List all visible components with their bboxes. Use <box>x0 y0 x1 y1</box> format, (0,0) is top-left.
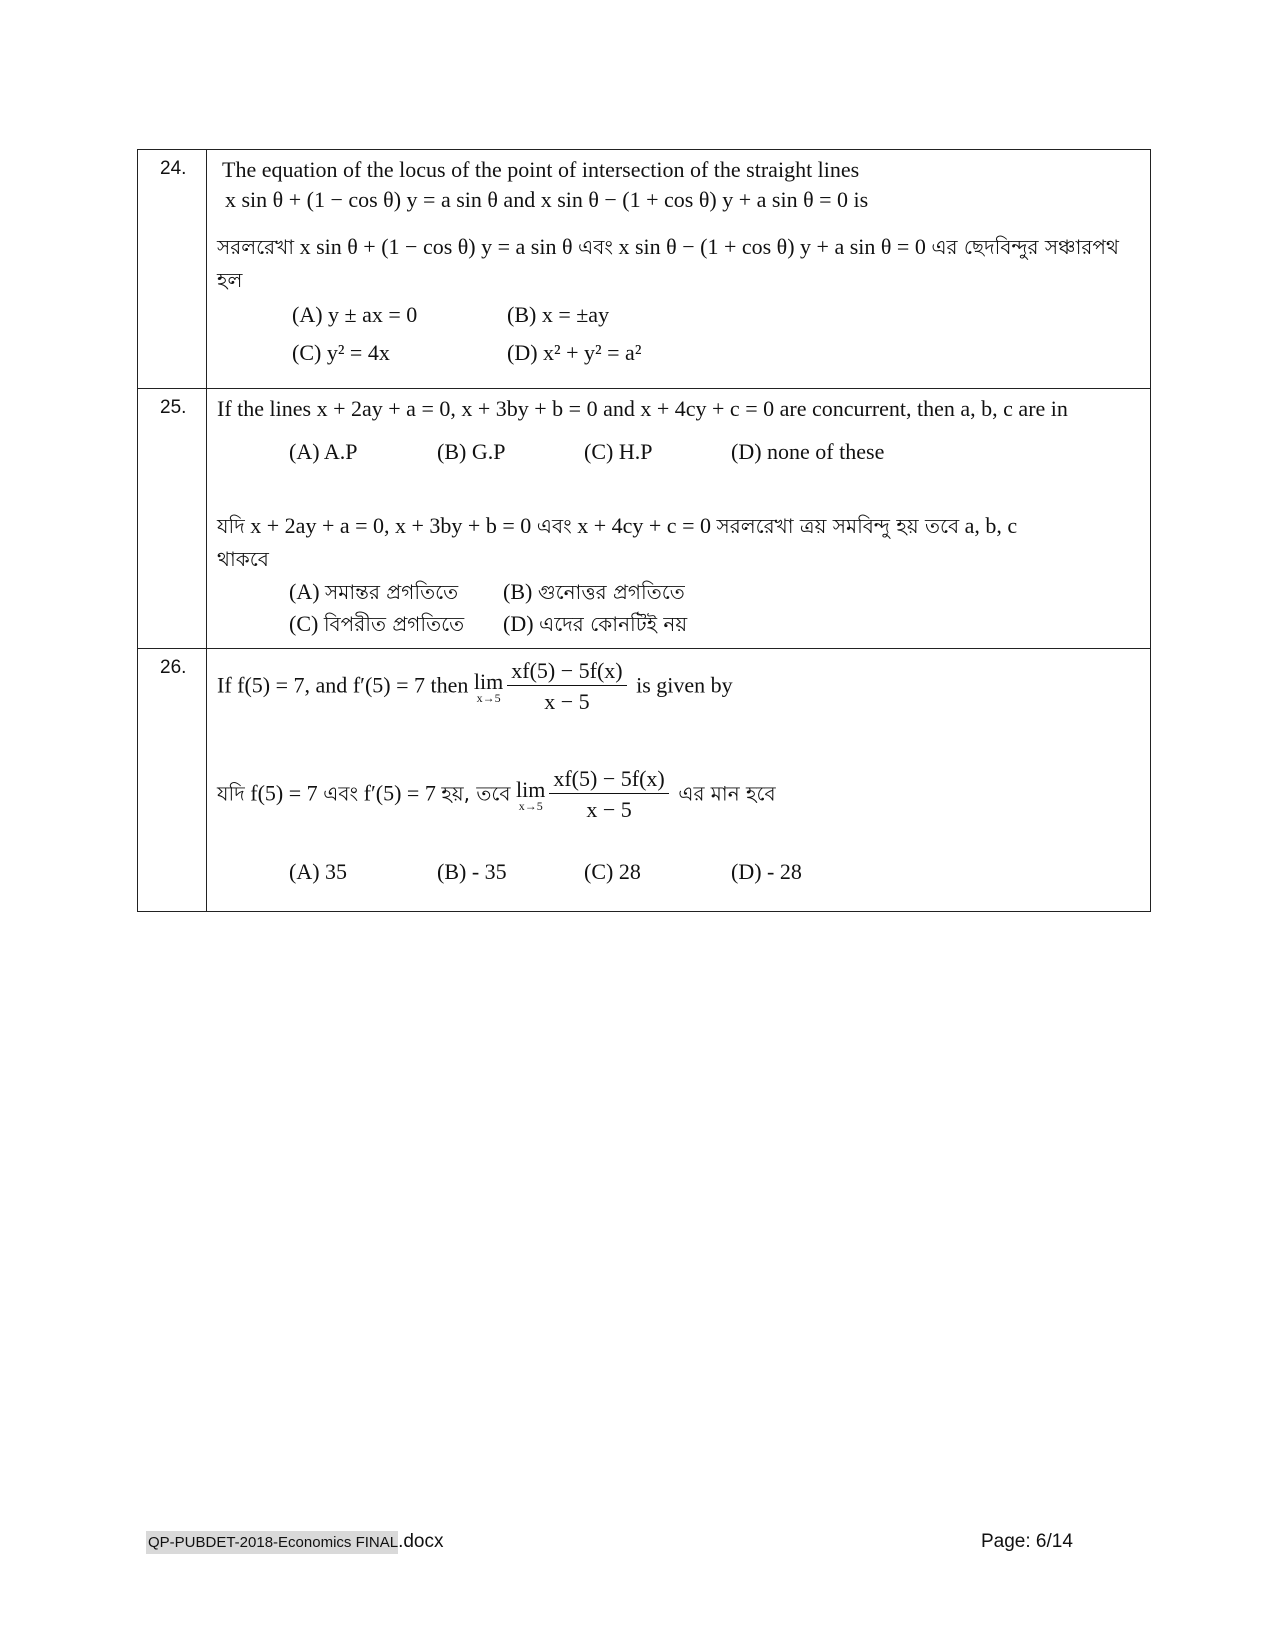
option-bn-a: (A) সমান্তর প্রগতিতে <box>289 579 459 604</box>
question-text-bn <box>217 232 1119 262</box>
question-body <box>207 150 1151 389</box>
question-equation-en: x sin θ + (1 − cos θ) y = a sin θ and x sin θ − (1 + cos θ) y + a sin θ = 0 is <box>225 187 869 212</box>
limit-fraction: $\frac{xf(5) - 5f(x)}{x - 5}$ <box>507 657 626 718</box>
option-a: (A) y ± ax = 0 <box>292 302 418 327</box>
bn-equation-1: x sin θ + (1 − cos θ) y = a sin θ <box>299 234 573 259</box>
bn-equation-2: x sin θ − (1 + cos θ) y + a sin θ = 0 <box>618 234 926 259</box>
option-bn-b: (B) গুনোত্তর প্রগতিতে <box>503 579 685 604</box>
option-en-b: (B) G.P <box>437 439 506 464</box>
bn-prefix: সরলরেখা <box>217 235 295 259</box>
option-bn-d: (D) এদের কোনটিই নয় <box>503 611 688 636</box>
question-number: 24. <box>138 150 207 389</box>
footer-filename <box>146 1531 444 1553</box>
limit-operator: lim x→5 <box>516 776 546 813</box>
question-text-en: If f(5) = 7, and f′(5) = 7 then lim x→5 $\frac{xf(5) - 5f(x)}{x - 5}$ is given by <box>217 657 733 718</box>
question-text-en: The equation of the locus of the point of intersection of the straight lines <box>222 157 860 182</box>
bn-suffix: এর ছেদবিন্দুর সঞ্চারপথ <box>931 235 1119 259</box>
option-c: (C) 28 <box>584 859 641 884</box>
question-text-bn: যদি x + 2ay + a = 0, x + 3by + b = 0 এবং x + 4cy + c = 0 সরলরেখা ত্রয় সমবিন্দু হয় তবে a, b, c <box>217 513 1018 538</box>
question-text-bn-2: থাকবে <box>217 547 269 571</box>
question-text-bn-2: হল <box>217 268 243 292</box>
limit-operator: lim x→5 <box>473 668 504 705</box>
question-text-bn: যদি f(5) = 7 এবং f′(5) = 7 হয়, তবে lim x→5 $\frac{xf(5) - 5f(x)}{x - 5}$ এর মান হবে <box>217 765 776 826</box>
question-row-24 <box>138 150 1151 389</box>
limit-fraction: $\frac{xf(5) - 5f(x)}{x - 5}$ <box>549 765 668 826</box>
question-body <box>207 389 1151 649</box>
footer-filename-ext: .docx <box>398 1531 444 1552</box>
questions-table <box>137 149 1151 912</box>
option-bn-c: (C) বিপরীত প্রগতিতে <box>289 611 465 636</box>
question-number: 25. <box>138 389 207 649</box>
option-a: (A) 35 <box>289 859 348 884</box>
footer-filename-highlight: QP-PUBDET-2018-Economics FINAL <box>146 1531 398 1554</box>
option-b: (B) x = ±ay <box>507 302 610 327</box>
question-body <box>207 649 1151 912</box>
option-en-a: (A) A.P <box>289 439 358 464</box>
question-row-26 <box>138 649 1151 912</box>
option-b: (B) - 35 <box>437 859 507 884</box>
option-en-c: (C) H.P <box>584 439 653 464</box>
question-text-en: If the lines x + 2ay + a = 0, x + 3by + b = 0 and x + 4cy + c = 0 are concurrent, then a, b, c are in <box>217 396 1068 421</box>
bn-conjunction: এবং <box>578 235 613 259</box>
question-number: 26. <box>138 649 207 912</box>
option-en-d: (D) none of these <box>731 439 885 464</box>
footer-page-number: Page: 6/14 <box>981 1531 1073 1552</box>
option-c: (C) y² = 4x <box>292 340 390 365</box>
option-d: (D) - 28 <box>731 859 802 884</box>
question-row-25 <box>138 389 1151 649</box>
option-d: (D) x² + y² = a² <box>507 340 642 365</box>
